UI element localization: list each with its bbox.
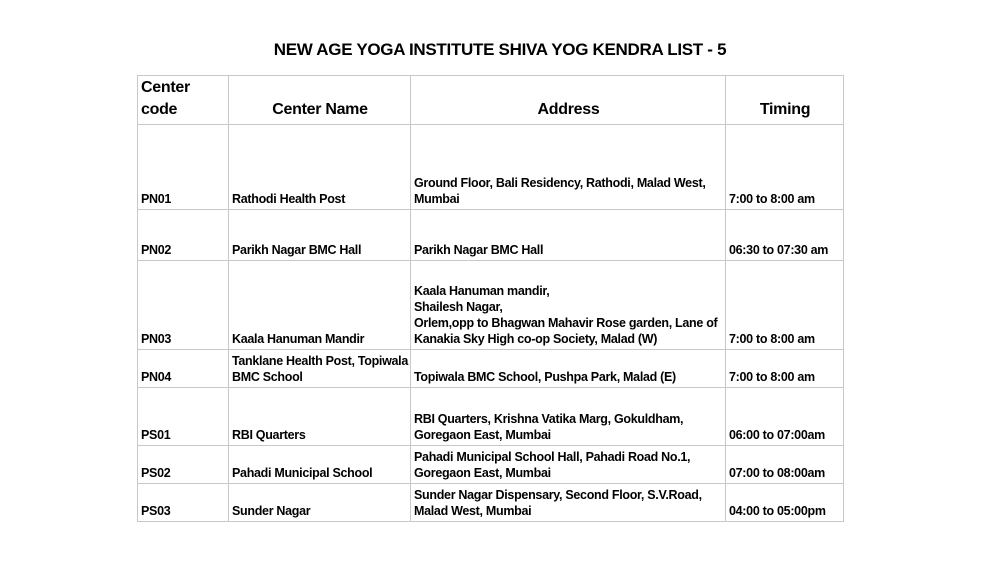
cell-timing: 06:30 to 07:30 am [726,210,844,261]
cell-address: Sunder Nagar Dispensary, Second Floor, S.V.Road, Malad West, Mumbai [411,484,726,522]
cell-timing: 7:00 to 8:00 am [726,261,844,350]
cell-name: Tanklane Health Post, Topiwala BMC School [229,350,411,388]
cell-timing: 7:00 to 8:00 am [726,125,844,210]
table-row [138,210,844,261]
cell-code: PS03 [138,484,229,522]
cell-name: Parikh Nagar BMC Hall [229,210,411,261]
cell-code: PN03 [138,261,229,350]
table-row [138,261,844,350]
cell-code: PN01 [138,125,229,210]
cell-name: Pahadi Municipal School [229,446,411,484]
header-center-code: Center code [138,76,229,125]
table-row [138,388,844,446]
cell-timing: 07:00 to 08:00am [726,446,844,484]
cell-address: Parikh Nagar BMC Hall [411,210,726,261]
cell-timing: 06:00 to 07:00am [726,388,844,446]
cell-name: Rathodi Health Post [229,125,411,210]
cell-address: RBI Quarters, Krishna Vatika Marg, Gokuldham, Goregaon East, Mumbai [411,388,726,446]
page-title: NEW AGE YOGA INSTITUTE SHIVA YOG KENDRA LIST - 5 [273,40,727,59]
table-row [138,446,844,484]
cell-name: Kaala Hanuman Mandir [229,261,411,350]
cell-address: Topiwala BMC School, Pushpa Park, Malad (E) [411,350,726,388]
table-row [138,125,844,210]
cell-timing: 04:00 to 05:00pm [726,484,844,522]
header-row [138,76,844,125]
cell-code: PS01 [138,388,229,446]
cell-name: Sunder Nagar [229,484,411,522]
cell-timing: 7:00 to 8:00 am [726,350,844,388]
table-row [138,350,844,388]
cell-address: Pahadi Municipal School Hall, Pahadi Road No.1, Goregaon East, Mumbai [411,446,726,484]
cell-code: PN02 [138,210,229,261]
header-center-name: Center Name [229,76,411,125]
cell-code: PN04 [138,350,229,388]
header-timing: Timing [726,76,844,125]
kendra-table [137,75,844,522]
cell-code: PS02 [138,446,229,484]
cell-address: Ground Floor, Bali Residency, Rathodi, Malad West, Mumbai [411,125,726,210]
table-row [138,484,844,522]
header-address: Address [411,76,726,125]
cell-address: Kaala Hanuman mandir, Shailesh Nagar, Orlem,opp to Bhagwan Mahavir Rose garden, Lane of Kanakia Sky High co-op Society, Malad (W) [411,261,726,350]
cell-name: RBI Quarters [229,388,411,446]
